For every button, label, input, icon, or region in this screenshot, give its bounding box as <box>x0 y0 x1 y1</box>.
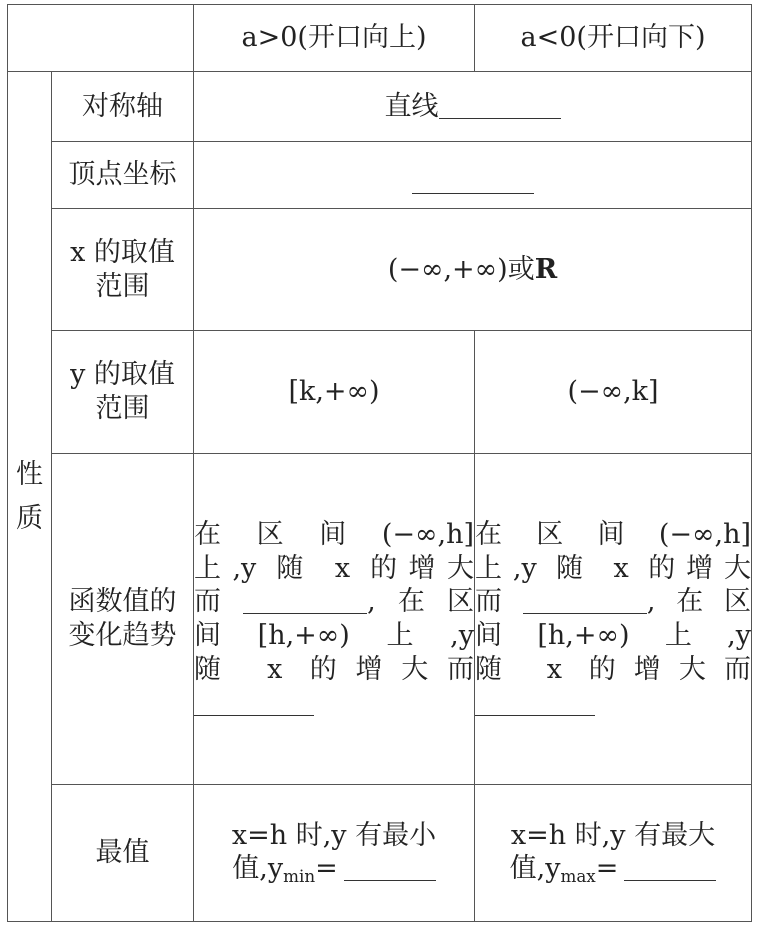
corner-cell <box>8 5 194 72</box>
trend-neg-blank-1 <box>523 586 647 614</box>
row-extreme <box>8 785 752 922</box>
vertex-blank <box>412 166 534 194</box>
axis-label: 对称轴 <box>52 72 194 142</box>
section-label: 性质 <box>16 459 43 534</box>
row-axis <box>8 72 752 142</box>
header-row <box>8 5 752 72</box>
y-range-negative: (−∞,k] <box>475 331 752 454</box>
section-label-cell <box>8 72 52 922</box>
extreme-pos-blank <box>344 853 436 881</box>
vertex-label: 顶点坐标 <box>52 142 194 209</box>
x-range-value: (−∞,+∞)或R <box>194 209 752 331</box>
quadratic-properties-table <box>7 4 752 922</box>
extreme-neg-blank <box>624 853 716 881</box>
extreme-label: 最值 <box>52 785 194 922</box>
extreme-negative: x=h 时,y 有最大 值$,y_{max}=$ <box>475 785 752 922</box>
row-y-range <box>8 331 752 454</box>
header-a-positive: a>0(开口向上) <box>194 5 475 72</box>
trend-positive: 在区间(−∞,h] 上,y 随 x 的增大 而 ,在区 间[h,+∞)上,y 随 x 的增大而 <box>194 454 475 785</box>
header-a-negative: a<0(开口向下) <box>475 5 752 72</box>
row-vertex <box>8 142 752 209</box>
trend-label: 函数值的 变化趋势 <box>52 454 194 785</box>
axis-blank <box>439 91 561 119</box>
y-range-positive: [k,+∞) <box>194 331 475 454</box>
trend-pos-blank-2 <box>194 688 314 716</box>
trend-pos-blank-1 <box>243 586 367 614</box>
vertex-value <box>194 142 752 209</box>
extreme-positive: x=h 时,y 有最小 值$,y_{min}=$ <box>194 785 475 922</box>
y-range-label: y 的取值 范围 <box>52 331 194 454</box>
trend-negative: 在区间(−∞,h] 上,y 随 x 的增大 而 ,在区 间[h,+∞)上,y 随 x 的增大而 <box>475 454 752 785</box>
trend-neg-blank-2 <box>475 688 595 716</box>
row-trend <box>8 454 752 785</box>
x-range-label: x 的取值 范围 <box>52 209 194 331</box>
axis-value: 直线 <box>194 72 752 142</box>
row-x-range <box>8 209 752 331</box>
